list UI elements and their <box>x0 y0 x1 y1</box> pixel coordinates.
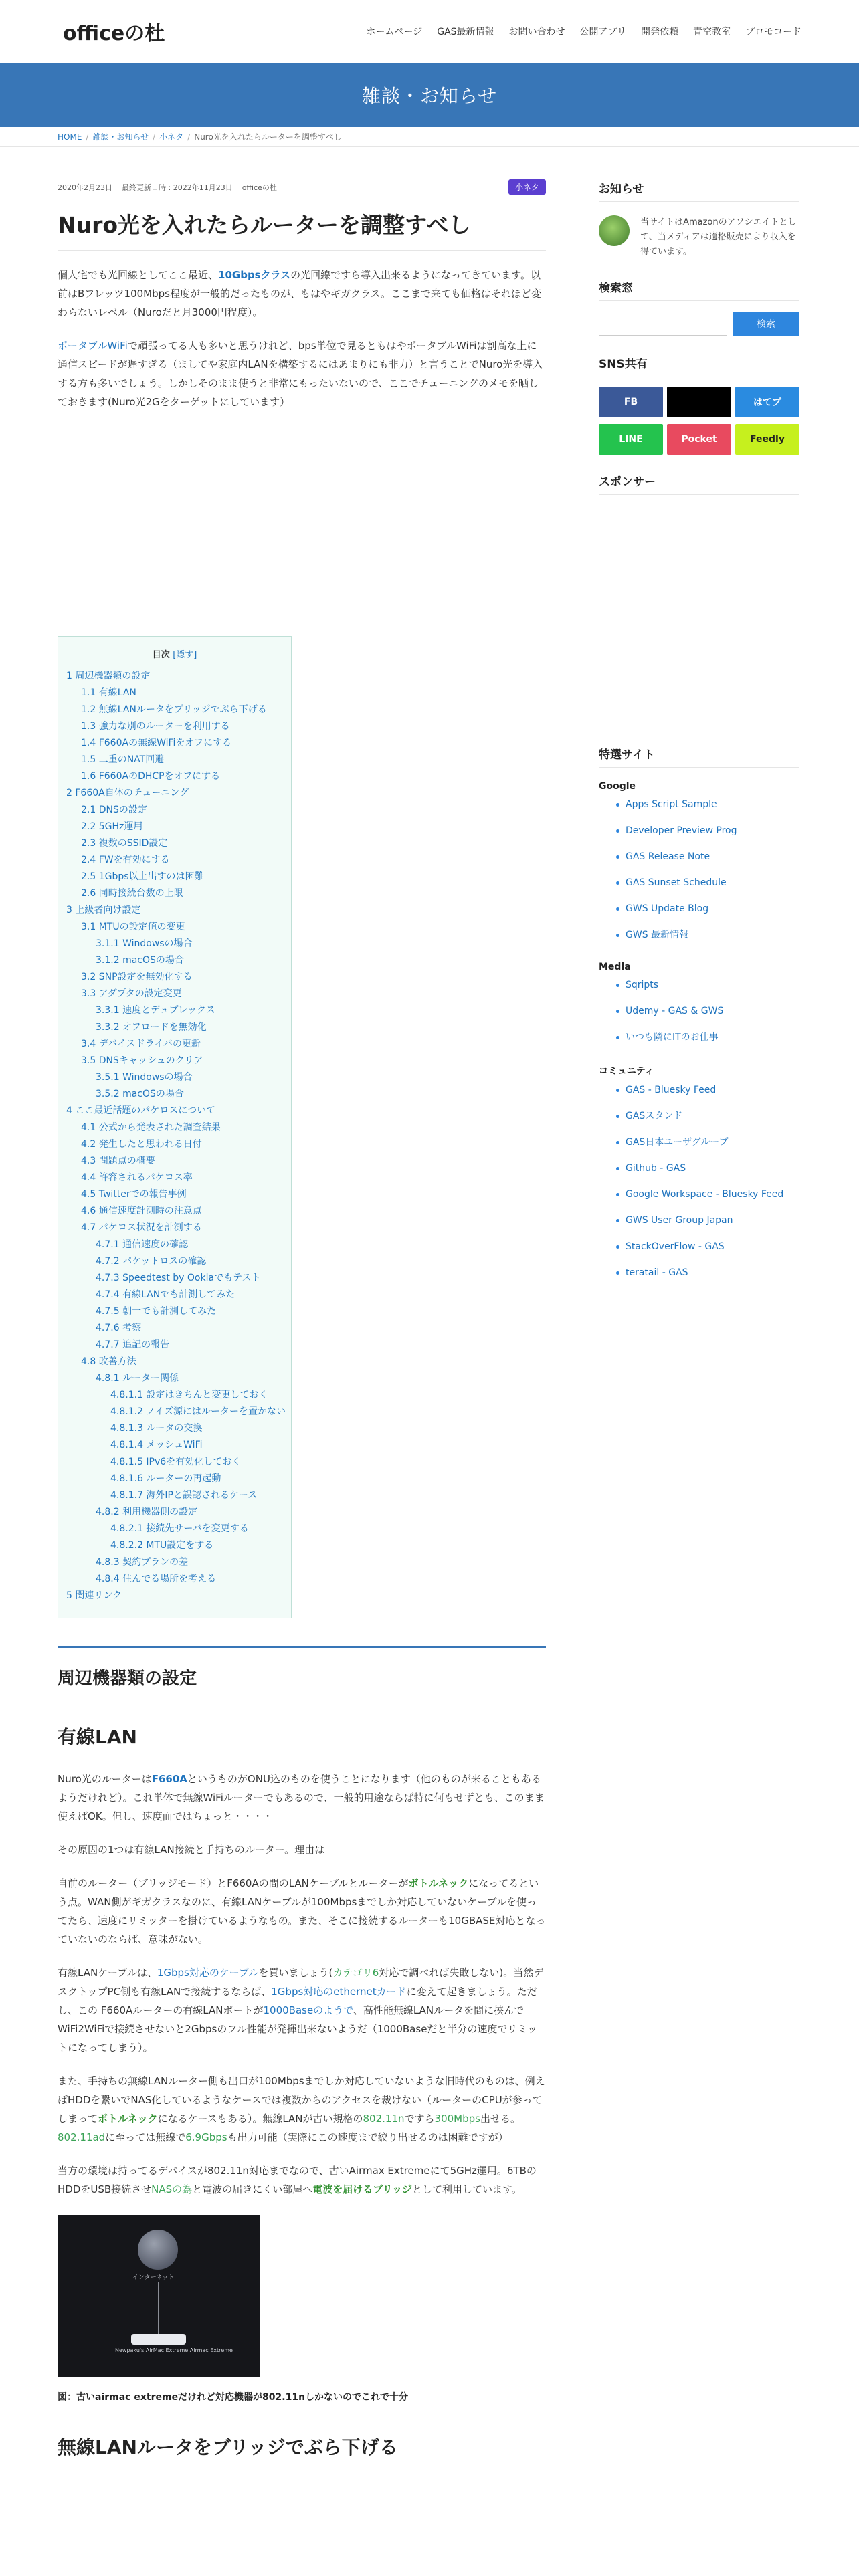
text: というものがONU込のものを使うことになります（他のものが来ることもあるようだけれど）。これ単体で無線WiFiルーターでもあるので、一般的用途ならば特に何もせずとも、このまま使えばOK。但し、速度面ではちょっと・・・・ <box>58 1773 545 1822</box>
link-category6[interactable]: カテゴリ6 <box>332 1967 379 1979</box>
nav-apps[interactable]: 公開アプリ <box>579 27 626 37</box>
toc-item[interactable]: 1.3 強力な別のルーターを利用する <box>81 721 230 732</box>
link-f660a[interactable]: F660A <box>151 1773 187 1785</box>
toc-list <box>66 668 286 1604</box>
site-link[interactable]: Github - GAS <box>599 1156 799 1182</box>
toc-item[interactable]: 4.1 公式から発表された調査結果 <box>81 1122 221 1133</box>
search-widget <box>599 312 799 336</box>
notice-text: 当サイトはAmazonのアソシエイトとして、当メディアは適格販売により収入を得ています。 <box>640 217 797 257</box>
notice-widget <box>599 215 799 259</box>
text: また、手持ちの無線LANルーター側も出口が100Mbpsまでしか対応していないような旧時代のものは、例えばHDDを繋いでNAS化しているようなケースでは複数からのアクセスを裁けない（ルーターのCPUが参ってしまって <box>58 2075 545 2125</box>
text: 有線LANケーブルは、 <box>58 1967 157 1979</box>
sns-buttons <box>599 387 799 455</box>
breadcrumb <box>0 127 859 147</box>
toc-hide-toggle[interactable]: [隠す] <box>173 650 197 660</box>
site-group-title: Media <box>599 962 631 972</box>
paragraph <box>58 2161 546 2199</box>
nav-classroom[interactable]: 青空教室 <box>693 27 731 37</box>
toc-header <box>66 647 283 660</box>
site-link[interactable]: GAS Sunset Schedule <box>599 870 799 896</box>
subsection-heading: 有線LAN <box>58 1726 137 1748</box>
paragraph <box>58 1963 546 2057</box>
image-caption: 図：古いairmac extremeだけれど対応機器が802.11nしかないのでこれで十分 <box>58 2392 409 2403</box>
paragraph <box>58 1769 546 1826</box>
text: に変えて起きましょう。ただし、この F660Aルーターの有線LANポートが <box>58 1985 537 2016</box>
section-heading: 周辺機器類の設定 <box>58 1646 546 1689</box>
toc-item[interactable]: 5 関連リンク <box>66 1590 122 1601</box>
breadcrumb-subcategory[interactable]: 小ネタ <box>159 132 184 142</box>
toc-item[interactable]: 1.2 無線LANルータをブリッジでぶら下げる <box>81 704 267 715</box>
toc-item[interactable]: 4.8.1.7 海外IPと誤認されるケース <box>110 1490 258 1501</box>
sns-button[interactable]: Feedly <box>735 424 799 455</box>
toc-item[interactable]: 3.3.2 オフロードを無効化 <box>96 1022 207 1033</box>
updated-date: 最終更新日時 : 2022年11月23日 <box>122 183 233 192</box>
toc-item[interactable]: 4.8.1.5 IPv6を有効化しておく <box>110 1457 242 1467</box>
text: Nuro光のルーターは <box>58 1773 152 1785</box>
toc-item[interactable]: 1.5 二重のNAT回避 <box>81 754 165 765</box>
site-link[interactable]: GWS 最新情報 <box>599 922 799 948</box>
emphasis: NASの為 <box>151 2183 193 2195</box>
intro-paragraph-2 <box>58 336 546 411</box>
toc-item[interactable]: 4.8 改善方法 <box>81 1356 136 1367</box>
nav-home[interactable]: ホームページ <box>366 27 423 37</box>
toc-item[interactable]: 4.8.1.4 メッシュWiFi <box>110 1440 203 1451</box>
toc-item[interactable]: 3.1 MTUの設定値の変更 <box>81 922 185 932</box>
post-meta <box>58 179 546 195</box>
site-group-title: コミュニティ <box>599 1066 654 1077</box>
emphasis: ボトルネック <box>408 1877 469 1889</box>
text: になってるという点。WAN側がギガクラスなのに、有線LANケーブルが100Mbpsまでしか対応していないケーブルを使ってたら、速度にリミッターを掛けているようなもの。また、そこに接続するルーターも10GBASE対応となっていないのならば、意味がない。 <box>58 1877 546 1945</box>
breadcrumb-separator: / <box>153 132 156 142</box>
toc-item[interactable]: 2.1 DNSの設定 <box>81 804 147 815</box>
paragraph <box>58 1874 546 1949</box>
search-input[interactable] <box>599 312 727 336</box>
toc-item[interactable]: 2.3 複数のSSID設定 <box>81 838 168 849</box>
page-band-title: 雑談・お知らせ <box>361 85 498 107</box>
breadcrumb-home[interactable]: HOME <box>58 132 82 142</box>
toc-item[interactable]: 4.5 Twitterでの報告事例 <box>81 1189 187 1200</box>
site-link[interactable]: GAS - Bluesky Feed <box>599 1077 799 1103</box>
toc-item[interactable]: 4.4 許容されるパケロス率 <box>81 1172 193 1183</box>
site-header <box>0 0 859 63</box>
toc-item[interactable]: 4.8.1.6 ルーターの再起動 <box>110 1473 221 1484</box>
toc-item[interactable]: 4.3 問題点の概要 <box>81 1156 155 1166</box>
nav-gas-news[interactable]: GAS最新情報 <box>437 27 494 37</box>
post-title: Nuro光を入れたらルーターを調整すべし <box>58 208 546 251</box>
toc-item[interactable]: 4.2 発生したと思われる日付 <box>81 1139 202 1150</box>
nav-request[interactable]: 開発依頼 <box>641 27 678 37</box>
article <box>58 179 546 2460</box>
toc-item[interactable]: 3.3 アダプタの設定変更 <box>81 988 182 999</box>
toc-item[interactable]: 3.1.1 Windowsの場合 <box>96 938 193 949</box>
category-badge[interactable]: 小ネタ <box>508 179 546 195</box>
toc-item[interactable]: 2 F660A自体のチューニング <box>66 788 189 798</box>
nav-contact[interactable]: お問い合わせ <box>508 27 565 37</box>
site-link[interactable]: GWS User Group Japan <box>599 1208 799 1234</box>
toc-item[interactable]: 4.8.2.1 接続先サーバを変更する <box>110 1523 249 1534</box>
sns-button[interactable]: Pocket <box>667 424 731 455</box>
link-ethernet-card[interactable]: 1Gbps対応のethernetカード <box>271 1985 407 1998</box>
toc-item[interactable]: 4.7.1 通信速度の確認 <box>96 1239 189 1250</box>
text: で頑張ってる人も多いと思うけれど、bps単位で見るともはやポータブルWiFiは割高な上に通信スピードが遅すぎる（ましてや家庭内LANを構築するにはあまりにも非力）と言うことでNuro光を導入する方も多いでしょう。しかしそのまま使うと非常にもったいないので、ここでチューニングのメモを晒しておきます(Nuro光2Gをターゲットにしています） <box>58 340 543 408</box>
toc-item[interactable]: 4 ここ最近話題のパケロスについて <box>66 1105 216 1116</box>
published-date: 2020年2月23日 <box>58 183 112 192</box>
text: と電波の届きにくい部屋へ <box>192 2183 313 2195</box>
sns-button[interactable] <box>667 387 731 417</box>
router-name: Newpaku's AirMac Extreme <box>115 2347 189 2353</box>
site-link[interactable]: Developer Preview Prog <box>599 818 799 844</box>
text: になるケースもある）。無線LANが古い規格の <box>157 2113 363 2125</box>
sponsor-title: スポンサー <box>599 472 799 495</box>
site-link[interactable]: Google Workspace - Bluesky Feed <box>599 1182 799 1208</box>
breadcrumb-separator: / <box>187 132 191 142</box>
toc-item[interactable]: 4.7.3 Speedtest by Ooklaでもテスト <box>96 1273 261 1283</box>
search-title: 検索窓 <box>599 278 799 301</box>
toc-item[interactable]: 4.7.7 追記の報告 <box>96 1339 170 1350</box>
toc-item[interactable]: 4.7 パケロス状況を計測する <box>81 1222 202 1233</box>
site-title[interactable]: officeの杜 <box>63 22 165 45</box>
link-80211n[interactable]: 802.11n <box>363 2113 405 2125</box>
site-link[interactable]: GAS Release Note <box>599 844 799 870</box>
notice-title: お知らせ <box>599 179 799 202</box>
toc-item[interactable]: 4.7.4 有線LANでも計測してみた <box>96 1289 235 1300</box>
paragraph: その原因の1つは有線LAN接続と手持ちのルーター。理由は <box>58 1844 325 1856</box>
airmac-screenshot[interactable] <box>58 2215 260 2377</box>
site-link[interactable]: いつも隣にITのお仕事 <box>599 1025 799 1051</box>
link-10gbps[interactable]: 10Gbpsクラス <box>218 269 291 281</box>
text: 当方の環境は持ってるデバイスが802.11n対応までなので、古いAirmax Extremeにて5GHz運用。6TBのHDDをUSB接続させ <box>58 2165 537 2195</box>
site-link[interactable]: Udemy - GAS & GWS <box>599 998 799 1025</box>
emphasis: 電波を届けるブリッジ <box>312 2183 413 2195</box>
link-80211ad[interactable]: 802.11ad <box>58 2131 106 2143</box>
toc-item[interactable]: 2.4 FWを有効にする <box>81 855 170 865</box>
router-label <box>115 2347 233 2353</box>
site-logo[interactable] <box>58 17 170 46</box>
toc-item[interactable]: 4.8.3 契約プランの差 <box>96 1557 189 1568</box>
toc-item[interactable]: 3.4 デバイスドライバの更新 <box>81 1039 201 1049</box>
toc-item[interactable]: 3.5 DNSキャッシュのクリア <box>81 1055 203 1066</box>
toc-item[interactable]: 3.2 SNP設定を無効化する <box>81 972 193 982</box>
toc-item[interactable]: 3.1.2 macOSの場合 <box>96 955 184 966</box>
site-link[interactable]: GAS日本ユーザグループ <box>599 1130 799 1156</box>
toc-item[interactable]: 3.5.1 Windowsの場合 <box>96 1072 193 1083</box>
paragraph <box>58 2072 546 2147</box>
text: 出せる。 <box>480 2113 520 2125</box>
toc-item[interactable]: 4.8.1.3 ルータの交換 <box>110 1423 203 1434</box>
emphasis: 300Mbps <box>434 2113 480 2125</box>
internet-label: インターネット <box>132 2274 175 2281</box>
toc-item[interactable]: 4.7.6 考察 <box>96 1323 142 1333</box>
global-nav <box>367 25 802 38</box>
sns-button[interactable]: はてブ <box>735 387 799 417</box>
toc-title: 目次 <box>152 650 170 660</box>
toc-item[interactable]: 2.6 同時接続台数の上限 <box>81 888 183 899</box>
page-band <box>0 63 859 127</box>
toc-item[interactable]: 3.5.2 macOSの場合 <box>96 1089 184 1099</box>
toc-item[interactable]: 4.7.2 パケットロスの確認 <box>96 1256 207 1267</box>
toc-item[interactable]: 4.8.1 ルーター関係 <box>96 1373 179 1384</box>
site-link[interactable]: StackOverFlow - GAS <box>599 1234 799 1260</box>
link-cable[interactable]: 1Gbps対応のケーブル <box>157 1967 259 1979</box>
text: 自前のルーター（ブリッジモード）とF660Aの間のLANケーブルとルーターが <box>58 1877 409 1889</box>
table-of-contents <box>58 636 292 1618</box>
link-portable-wifi[interactable]: ポータブルWiFi <box>58 340 128 352</box>
sns-button[interactable]: LINE <box>599 424 663 455</box>
breadcrumb-separator: / <box>86 132 89 142</box>
emphasis: 6.9Gbps <box>185 2131 227 2143</box>
toc-item[interactable]: 4.8.4 住んでる場所を考える <box>96 1574 217 1584</box>
site-link[interactable]: teratail - GAS <box>599 1260 799 1286</box>
breadcrumb-current: Nuro光を入れたらルーターを調整すべし <box>194 132 342 142</box>
toc-item[interactable]: 4.8.1.1 設定はきちんと変更しておく <box>110 1390 268 1400</box>
toc-item[interactable]: 1.4 F660Aの無線WiFiをオフにする <box>81 738 231 748</box>
text: 個人宅でも光回線としてここ最近、 <box>58 269 219 281</box>
sns-title: SNS共有 <box>599 354 799 377</box>
router-sub: Airmac Extreme <box>189 2347 233 2353</box>
toc-item[interactable]: 1 周辺機器類の設定 <box>66 671 151 681</box>
author-name[interactable]: officeの杜 <box>242 183 277 192</box>
toc-item[interactable]: 2.2 5GHz運用 <box>81 821 143 832</box>
toc-item[interactable]: 1.6 F660AのDHCPをオフにする <box>81 771 221 782</box>
search-button[interactable]: 検索 <box>733 312 799 336</box>
text: 、高性能無線LANルータを間に挟んでWiFi2WiFiで接続させないと2Gbpsのフル性能が発揮出来ないようだ（1000Baseだと半分の速度でリミットになってしまう）。 <box>58 2004 538 2054</box>
featured-sites <box>599 781 799 1286</box>
breadcrumb-category[interactable]: 雑談・お知らせ <box>92 132 149 142</box>
toc-item[interactable]: 2.5 1Gbps以上出すのは困難 <box>81 871 204 882</box>
link-1000base[interactable]: 1000Baseのようで <box>263 2004 353 2016</box>
text: を買いましょう( <box>258 1967 333 1979</box>
text: として利用しています。 <box>412 2183 522 2195</box>
text: ですら <box>404 2113 435 2125</box>
toc-item[interactable]: 4.8.2.2 MTU設定をする <box>110 1540 214 1551</box>
subsection-heading: 無線LANルータをブリッジでぶら下げる <box>58 2436 398 2458</box>
toc-item[interactable]: 4.8.1.2 ノイズ源にはルーターを置かない <box>110 1406 286 1417</box>
text: の光回線ですら導入出来るようになってきています。以前はBフレッツ100Mbps程度が一般的だったものが、もはやギガクラス。ここまで来ても価格はそれほど変わらないレベル（Nuroだと月3000円程度）。 <box>58 269 541 318</box>
toc-item[interactable]: 4.8.2 利用機器側の設定 <box>96 1507 198 1517</box>
avatar <box>599 215 630 246</box>
intro-paragraph-1 <box>58 265 546 322</box>
toc-item[interactable]: 1.1 有線LAN <box>81 687 136 698</box>
nav-promo[interactable]: プロモコード <box>745 27 801 37</box>
text: も出力可能（実際にこの速度まで絞り出せるのは困難ですが） <box>227 2131 508 2143</box>
toc-item[interactable]: 4.7.5 朝一でも計測してみた <box>96 1306 217 1317</box>
toc-item[interactable]: 3 上級者向け設定 <box>66 905 141 916</box>
connection-line <box>158 2282 159 2334</box>
text: に至っては無線で <box>105 2131 186 2143</box>
router-icon <box>131 2334 186 2345</box>
site-link[interactable]: Apps Script Sample <box>599 792 799 818</box>
globe-icon <box>138 2230 178 2270</box>
site-link[interactable]: Sqripts <box>599 972 799 998</box>
toc-item[interactable]: 3.3.1 速度とデュプレックス <box>96 1005 215 1016</box>
emphasis: ボトルネック <box>98 2113 158 2125</box>
featured-sites-title: 特選サイト <box>599 745 799 768</box>
text: 対応で調べれば失敗しない)。当然デスクトップPC側も有線LANで接続するならば、 <box>58 1967 544 1998</box>
toc-item[interactable]: 4.6 通信速度計測時の注意点 <box>81 1206 202 1216</box>
sponsor-area <box>599 495 799 721</box>
site-link[interactable]: GWS Update Blog <box>599 896 799 922</box>
site-group-title: Google <box>599 781 636 792</box>
site-link[interactable]: GASスタンド <box>599 1103 799 1130</box>
sns-button[interactable]: FB <box>599 387 663 417</box>
sidebar <box>599 179 799 1289</box>
